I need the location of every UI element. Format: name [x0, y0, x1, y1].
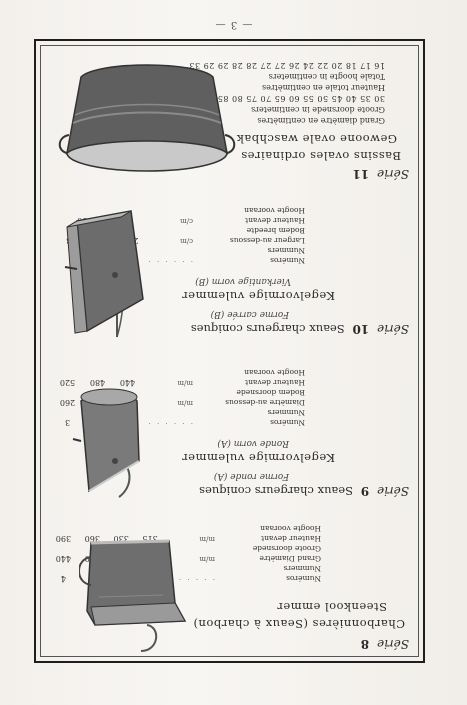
series-11-title-fr: Bassins ovales ordinaires — [240, 149, 401, 163]
series-11-title-nl: Gewoone ovale waschbak — [236, 132, 397, 146]
table-row: Hoogte vooraan — [244, 368, 305, 378]
series-10-sub-nl: Vierkantige vorm (B) — [195, 276, 291, 286]
series-9-title-fr: Seaux chargeurs coniques — [199, 484, 353, 498]
table-row: Hauteur devant c/m 46 50 — [77, 216, 305, 226]
series-11-heights: 16 17 18 20 22 24 26 27 27 28 28 29 29 33 — [188, 61, 385, 70]
series-8-table — [49, 524, 325, 584]
series-8-heading — [49, 637, 409, 651]
table-row: Hauteur devant m/m 315 330 360 390 — [55, 534, 321, 544]
page-frame — [34, 39, 425, 663]
table-row: Hoogte vooraan — [260, 524, 321, 534]
series-9-sub-nl: Ronde vorm (A) — [217, 438, 289, 448]
table-row: Numéros · · · · · · 1 2 — [79, 256, 305, 266]
series-10-heading — [49, 322, 409, 336]
series-10-title-nl: Kegelvormige vulemmer — [181, 289, 335, 303]
conical-bucket-square-icon — [61, 189, 161, 339]
table-row: Largeur au-dessous c/m 21 × 21 23 × 23 — [66, 236, 305, 246]
oval-basin-icon — [57, 51, 237, 181]
series-11-number: 11 — [352, 167, 370, 181]
table-row: Numéros · · · · · · 1 2 3 — [64, 418, 305, 428]
table-row: Nummers — [267, 408, 305, 418]
series-9-prefix: Série — [377, 484, 409, 498]
series-11 — [49, 60, 409, 181]
table-row: Nummers — [283, 564, 321, 574]
series-11-line: Hauteur totale en centimètres — [262, 83, 385, 92]
series-11-diameters: 30 35 40 45 50 55 60 65 70 75 80 85 90 100 — [183, 94, 385, 103]
table-row: Hoogte vooraan — [244, 206, 305, 216]
coal-scuttle-icon — [79, 525, 199, 655]
conical-bucket-round-icon — [69, 361, 159, 501]
series-8-title-nl: Steenkool emmer — [276, 600, 387, 614]
table-row: Hauteur devant m/m 440 480 520 — [59, 378, 305, 388]
series-8-title-fr: Charbonnières (Seaux à charbon) — [193, 617, 405, 631]
table-row: Groote doorsnede — [252, 544, 321, 554]
series-10-title-fr: Seaux chargeurs coniques — [190, 322, 345, 336]
table-row: Numéros · · · · · · 1 2 3 4 — [60, 574, 321, 584]
series-8-prefix: Série — [377, 637, 409, 651]
series-11-heading — [49, 167, 409, 181]
series-10-table — [62, 206, 309, 266]
series-11-prefix: Série — [377, 167, 409, 181]
series-10 — [49, 206, 409, 336]
series-10-number: 10 — [352, 322, 370, 336]
page-number: — 3 — — [214, 19, 253, 30]
table-row: Diamètre au-dessous m/m 220 240 260 — [59, 398, 305, 408]
series-11-dimensions — [49, 60, 385, 126]
table-row: Bodem doorsnede — [236, 388, 305, 398]
series-9-table — [53, 368, 309, 428]
table-row: Bodem breedte — [246, 226, 305, 236]
series-11-line: Groote doorsnede in centimeters — [251, 105, 385, 114]
series-11-line: Grand diamètre en centimètres — [257, 116, 385, 125]
series-9 — [49, 368, 409, 498]
series-9-number: 9 — [360, 484, 370, 498]
series-11-line: Totale hoogte in centimeters — [268, 72, 385, 81]
table-row: Nummers — [267, 246, 305, 256]
series-10-prefix: Série — [377, 322, 409, 336]
series-9-heading — [49, 484, 409, 498]
table-row: Grand Diamètre m/m 305 415 430 440 — [55, 554, 321, 564]
series-9-title-nl: Kegelvormige vulemmer — [181, 451, 335, 465]
series-9-sub-fr: Forme ronde (A) — [213, 471, 289, 481]
series-10-sub-fr: Forme carrée (B) — [210, 309, 289, 319]
series-8-number: 8 — [360, 637, 370, 651]
series-8 — [49, 524, 409, 651]
